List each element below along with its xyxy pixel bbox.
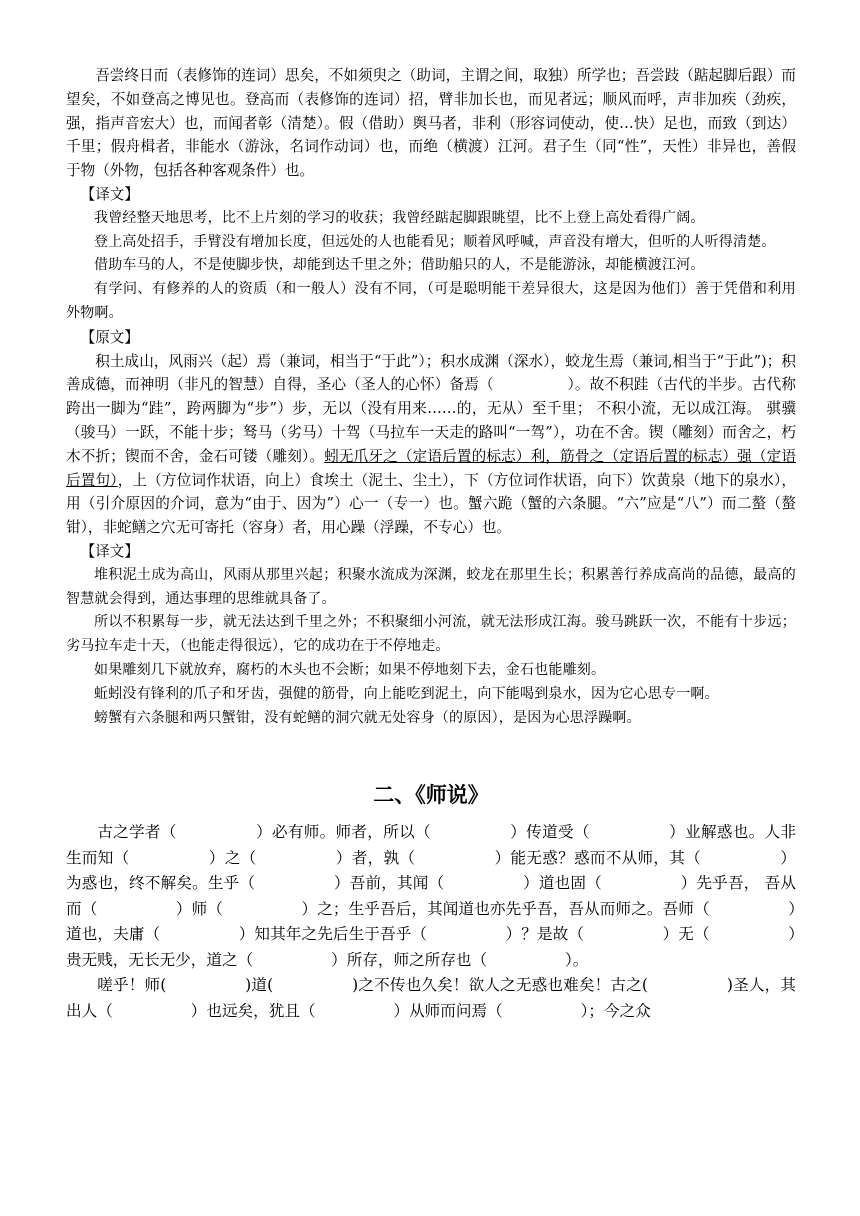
translation-paragraph-1: 我曾经整天地思考，比不上片刻的学习的收获；我曾经踮起脚跟眺望，比不上登上高处看得广阔。: [94, 209, 705, 226]
translation-paragraph-5: 堆积泥土成为高山，风雨从那里兴起；积聚水流成为深渊，蛟龙在那里生长；积累善行养成高尚的品德，最高的智慧就会得到，通达事理的思维就具备了。: [66, 566, 796, 607]
section-spacer: [66, 730, 796, 780]
quanxue-original-paragraph-2: [66, 350, 796, 540]
translation-paragraph-6: 所以不积累每一步，就无法达到千里之外；不积聚细小河流，就无法形成江海。骏马跳跃一次，不能有十步远；劣马拉车走十天，（也能走得很远），它的成功在于不停地走。: [66, 614, 796, 655]
original-paragraph-2-part-b: ，上（方位词作状语，向上）食埃土（泥土、尘土），下（方位词作状语，向下）饮黄泉（地下的泉水），用（引介原因的介词，意为“由于、因为”）心一（专一）也。蟹六跪（蟹的六条腿。“六”应是“八”）而二螯（螯钳），非蛇鳝之穴无可寄托（容身）者，用心躁（浮躁，不专心）也。: [66, 471, 796, 537]
shishuo-paragraph-1: 古之学者（ ）必有师。师者，所以（ ）传道受（ ）业解惑也。人非生而知（ ）之（ ）者，孰（ ）能无惑？惑而不从师，其（ ）为惑也，终不解矣。生乎（ ）吾前，其闻（ ）道也固（ ）先乎吾， 吾从而（ ）师（ ）之；生乎吾后，其闻道也亦先乎吾，吾从而师之。吾师（ ）道也，夫庸（ ）知其年之先后生于吾乎（ ）？是故（ ）无（ ）贵无贱，无长无少，道之（ ）所存，师之所存也（ ）。: [66, 823, 796, 969]
underlined-sentence: 蚓无爪牙之（定语后置的标志）利，筋骨之（定语后置的标志）强（定语后置句）: [66, 447, 796, 489]
original-text-label: 【原文】: [80, 328, 139, 346]
document-page: [66, 64, 796, 1024]
translation-paragraph-7: 如果雕刻几下就放弃，腐朽的木头也不会断；如果不停地刻下去，金石也能雕刻。: [94, 661, 606, 678]
original-paragraph-2-part-a: 积土成山，风雨兴（起）焉（兼词，相当于“于此”）；积水成渊（深水），蛟龙生焉（兼词,相当于“于此”)；积善成德，而神明（非凡的智慧）自得，圣心（圣人的心怀）备焉（ ）。故不积跬（古代的半步。古代称跨出一脚为“跬”，跨两脚为“步”）步，无以（没有用来……的，无从）至千里； 不积小流，无以成江海。 骐骥（骏马）一跃，不能十步；驽马（劣马）十驾（马拉车一天走的路叫“一驾”），功在不舍。锲（雕刻）而舍之，朽木不折；锲而不舍，金石可镂（雕刻）。: [66, 352, 796, 465]
translation-label-1: 【译文】: [80, 185, 139, 203]
translation-paragraph-2: 登上高处招手，手臂没有增加长度，但远处的人也能看见；顺着风呼喊，声音没有增大，但听的人听得清楚。: [94, 233, 776, 250]
translation-paragraph-8: 蚯蚓没有锋利的爪子和牙齿，强健的筋骨，向上能吃到泥土，向下能喝到泉水，因为它心思专一啊。: [94, 685, 719, 702]
section-heading-shishuo: 二、《师说》: [373, 783, 489, 808]
translation-paragraph-3: 借助车马的人，不是使脚步快，却能到达千里之外；借助船只的人，不是能游泳，却能横渡江河。: [94, 257, 705, 274]
quanxue-original-paragraph-1: 吾尝终日而（表修饰的连词）思矣，不如须臾之（助词，主谓之间，取独）所学也；吾尝跂（踮起脚后跟）而望矣，不如登高之博见也。登高而（表修饰的连词）招，臂非加长也，而见者远；顺风而呼，声非加疾（劲疾，强，指声音宏大）也，而闻者彰（清楚）。假（借助）舆马者，非利（形容词使动，使…快）足也，而致（到达）千里；假舟楫者，非能水（游泳，名词作动词）也，而绝（横渡）江河。君子生（同“性”，天性）非异也，善假于物（外物，包括各种客观条件）也。: [66, 67, 796, 180]
shishuo-paragraph-2: 嗟乎！师( )道( )之不传也久矣！欲人之无惑也难矣！古之( )圣人，其出人（ ）也远矣，犹且（ ）从师而问焉（ ）；今之众: [66, 976, 796, 1020]
translation-paragraph-4: 有学问、有修养的人的资质（和一般人）没有不同，（可是聪明能干差异很大，这是因为他们）善于凭借和利用外物啊。: [66, 281, 796, 321]
translation-label-2: 【译文】: [80, 542, 139, 560]
translation-paragraph-9: 螃蟹有六条腿和两只蟹钳，没有蛇鳝的洞穴就无处容身（的原因），是因为心思浮躁啊。: [94, 709, 641, 726]
